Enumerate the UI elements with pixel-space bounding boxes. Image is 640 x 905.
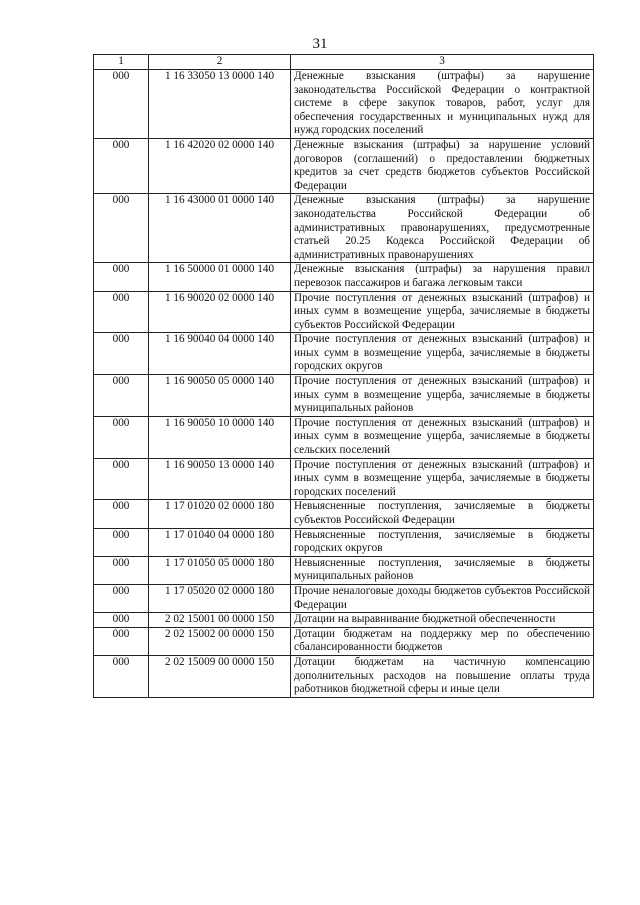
budget-code-cell: 1 16 42020 02 0000 140 <box>149 138 291 193</box>
admin-code-cell: 000 <box>94 375 149 417</box>
revenue-name-cell: Денежные взыскания (штрафы) за нарушения правил перевозок пассажиров и багажа легковым такси <box>291 263 594 291</box>
table-row <box>94 458 594 500</box>
admin-code-cell: 000 <box>94 528 149 556</box>
revenue-name-cell: Денежные взыскания (штрафы) за нарушение условий договоров (соглашений) о предоставлении бюджетных кредитов за счет средств бюджетов субъектов Российской Федерации <box>291 138 594 193</box>
revenue-name-cell: Прочие поступления от денежных взысканий (штрафов) и иных сумм в возмещение ущерба, зачисляемые в бюджеты сельских поселений <box>291 416 594 458</box>
revenue-name-cell: Дотации бюджетам на поддержку мер по обеспечению сбалансированности бюджетов <box>291 627 594 655</box>
table-row <box>94 291 594 333</box>
table-row <box>94 333 594 375</box>
revenue-name-cell: Невыясненные поступления, зачисляемые в бюджеты субъектов Российской Федерации <box>291 500 594 528</box>
table-row <box>94 138 594 193</box>
admin-code-cell: 000 <box>94 291 149 333</box>
budget-code-cell: 1 16 90050 13 0000 140 <box>149 458 291 500</box>
table-row <box>94 584 594 612</box>
admin-code-cell: 000 <box>94 194 149 263</box>
table-row <box>94 556 594 584</box>
admin-code-cell: 000 <box>94 70 149 139</box>
table-row <box>94 263 594 291</box>
revenue-name-cell: Прочие поступления от денежных взысканий (штрафов) и иных сумм в возмещение ущерба, зачисляемые в бюджеты городских поселений <box>291 458 594 500</box>
revenue-name-cell: Прочие поступления от денежных взысканий (штрафов) и иных сумм в возмещение ущерба, зачисляемые в бюджеты субъектов Российской Федерации <box>291 291 594 333</box>
budget-code-cell: 1 16 43000 01 0000 140 <box>149 194 291 263</box>
revenue-name-cell: Дотации на выравнивание бюджетной обеспеченности <box>291 613 594 628</box>
revenue-codes-table <box>93 54 594 698</box>
table-row <box>94 528 594 556</box>
table-header-row <box>94 55 594 70</box>
admin-code-cell: 000 <box>94 416 149 458</box>
table-row <box>94 627 594 655</box>
budget-code-cell: 1 17 05020 02 0000 180 <box>149 584 291 612</box>
budget-code-cell: 1 16 90050 10 0000 140 <box>149 416 291 458</box>
column-header-2: 2 <box>149 55 291 70</box>
budget-code-cell: 1 16 50000 01 0000 140 <box>149 263 291 291</box>
budget-code-cell: 1 17 01040 04 0000 180 <box>149 528 291 556</box>
revenue-name-cell: Денежные взыскания (штрафы) за нарушение законодательства Российской Федерации о контрактной системе в сфере закупок товаров, работ, услуг для обеспечения государственных и муниципальных нужд для нужд городских поселений <box>291 70 594 139</box>
revenue-name-cell: Прочие неналоговые доходы бюджетов субъектов Российской Федерации <box>291 584 594 612</box>
table-row <box>94 194 594 263</box>
revenue-name-cell: Дотации бюджетам на частичную компенсацию дополнительных расходов на повышение оплаты труда работников бюджетной сферы и иные цели <box>291 655 594 697</box>
revenue-name-cell: Невыясненные поступления, зачисляемые в бюджеты городских округов <box>291 528 594 556</box>
revenue-name-cell: Прочие поступления от денежных взысканий (штрафов) и иных сумм в возмещение ущерба, зачисляемые в бюджеты городских округов <box>291 333 594 375</box>
budget-code-cell: 2 02 15009 00 0000 150 <box>149 655 291 697</box>
revenue-name-cell: Прочие поступления от денежных взысканий (штрафов) и иных сумм в возмещение ущерба, зачисляемые в бюджеты муниципальных районов <box>291 375 594 417</box>
admin-code-cell: 000 <box>94 458 149 500</box>
budget-code-cell: 1 16 33050 13 0000 140 <box>149 70 291 139</box>
table-row <box>94 416 594 458</box>
admin-code-cell: 000 <box>94 655 149 697</box>
admin-code-cell: 000 <box>94 627 149 655</box>
admin-code-cell: 000 <box>94 613 149 628</box>
page-number: 31 <box>312 36 328 52</box>
budget-code-cell: 1 17 01020 02 0000 180 <box>149 500 291 528</box>
admin-code-cell: 000 <box>94 263 149 291</box>
admin-code-cell: 000 <box>94 556 149 584</box>
table-row <box>94 500 594 528</box>
revenue-name-cell: Невыясненные поступления, зачисляемые в бюджеты муниципальных районов <box>291 556 594 584</box>
table-row <box>94 70 594 139</box>
table-row <box>94 655 594 697</box>
admin-code-cell: 000 <box>94 333 149 375</box>
table-row <box>94 613 594 628</box>
budget-code-cell: 1 16 90020 02 0000 140 <box>149 291 291 333</box>
budget-code-cell: 1 17 01050 05 0000 180 <box>149 556 291 584</box>
column-header-1: 1 <box>94 55 149 70</box>
table-row <box>94 375 594 417</box>
admin-code-cell: 000 <box>94 138 149 193</box>
budget-code-cell: 2 02 15001 00 0000 150 <box>149 613 291 628</box>
budget-code-cell: 1 16 90050 05 0000 140 <box>149 375 291 417</box>
budget-code-cell: 2 02 15002 00 0000 150 <box>149 627 291 655</box>
admin-code-cell: 000 <box>94 584 149 612</box>
budget-code-cell: 1 16 90040 04 0000 140 <box>149 333 291 375</box>
admin-code-cell: 000 <box>94 500 149 528</box>
column-header-3: 3 <box>291 55 594 70</box>
revenue-name-cell: Денежные взыскания (штрафы) за нарушение законодательства Российской Федерации об административных правонарушениях, предусмотренные статьей 20.25 Кодекса Российской Федерации об административных правонарушениях <box>291 194 594 263</box>
